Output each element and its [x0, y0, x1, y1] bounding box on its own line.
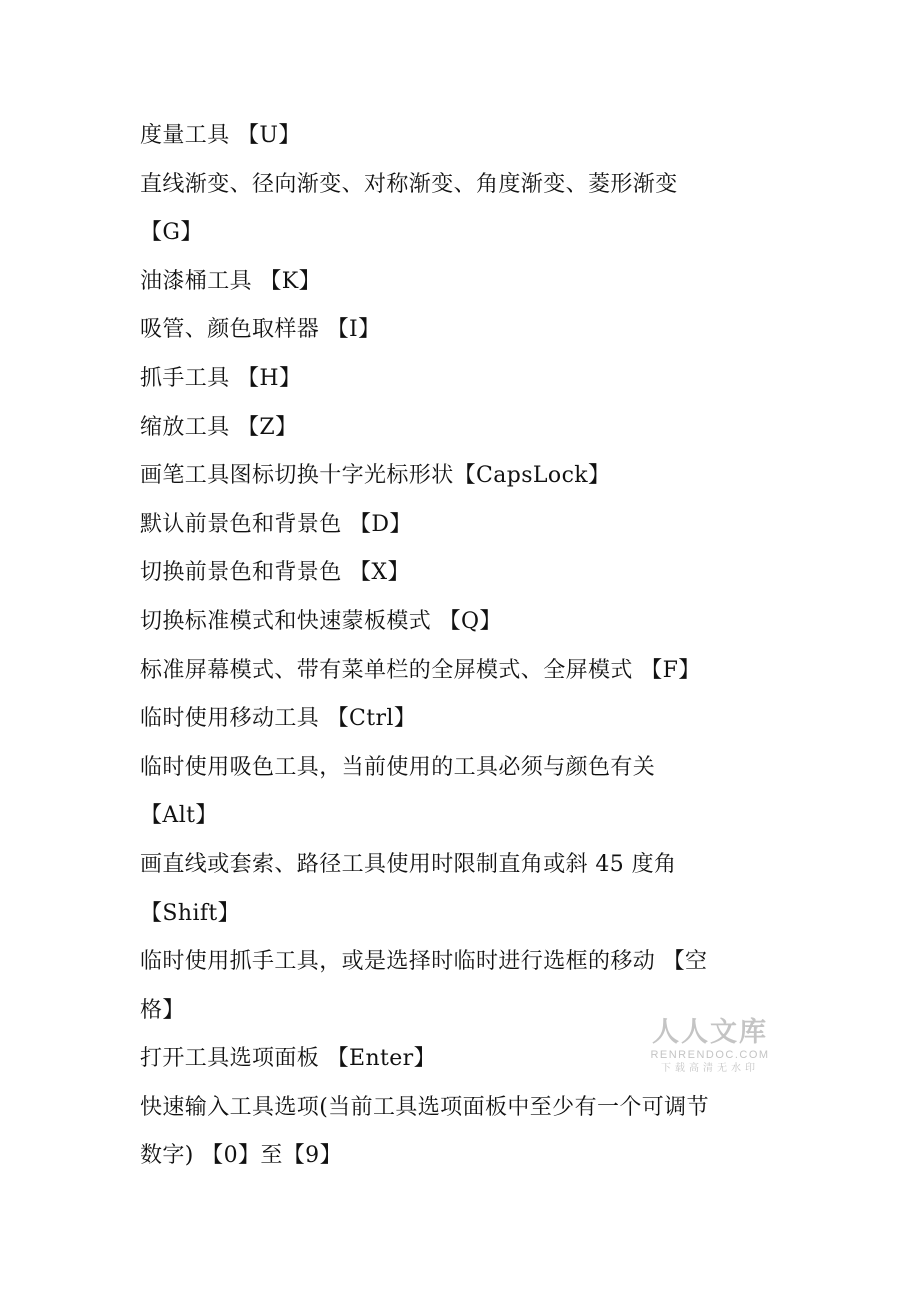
text-line: 画笔工具图标切换十字光标形状【CapsLock】: [140, 463, 611, 489]
text-line: 抓手工具 【H】: [140, 365, 302, 391]
text-line: 油漆桶工具 【K】: [140, 268, 322, 294]
text-line: 度量工具 【U】: [140, 123, 301, 148]
text-line: 缩放工具 【Z】: [140, 414, 298, 440]
watermark-title: 人人文库: [652, 1017, 768, 1048]
text-line: 切换标准模式和快速蒙板模式 【Q】: [140, 608, 502, 634]
text-line: 数字) 【0】至【9】: [140, 1143, 342, 1169]
text-line: 直线渐变、径向渐变、对称渐变、角度渐变、菱形渐变: [140, 171, 678, 197]
text-line: 临时使用抓手工具，或是选择时临时进行选框的移动 【空: [140, 949, 708, 975]
text-line: 标准屏幕模式、带有菜单栏的全屏模式、全屏模式 【F】: [140, 657, 701, 683]
text-line: 快速输入工具选项(当前工具选项面板中至少有一个可调节: [140, 1094, 709, 1120]
text-line: 临时使用移动工具 【Ctrl】: [140, 706, 417, 732]
text-line: 默认前景色和背景色 【D】: [140, 511, 412, 537]
watermark-url: RENRENDOC.COM: [650, 1049, 770, 1061]
text-line: 切换前景色和背景色 【X】: [140, 560, 410, 586]
watermark-subtitle: 下载高清无水印: [661, 1063, 759, 1074]
text-line: 格】: [140, 997, 185, 1023]
text-line: 画直线或套索、路径工具使用时限制直角或斜 45 度角: [140, 851, 677, 877]
text-line: 【G】: [140, 220, 203, 246]
text-line: 临时使用吸色工具，当前使用的工具必须与颜色有关: [140, 754, 656, 780]
watermark-logo: [646, 1018, 774, 1076]
text-line: 吸管、颜色取样器 【I】: [140, 317, 381, 343]
text-line: 【Alt】: [140, 803, 218, 829]
text-line: 打开工具选项面板 【Enter】: [140, 1046, 436, 1072]
text-line: 【Shift】: [140, 900, 241, 926]
